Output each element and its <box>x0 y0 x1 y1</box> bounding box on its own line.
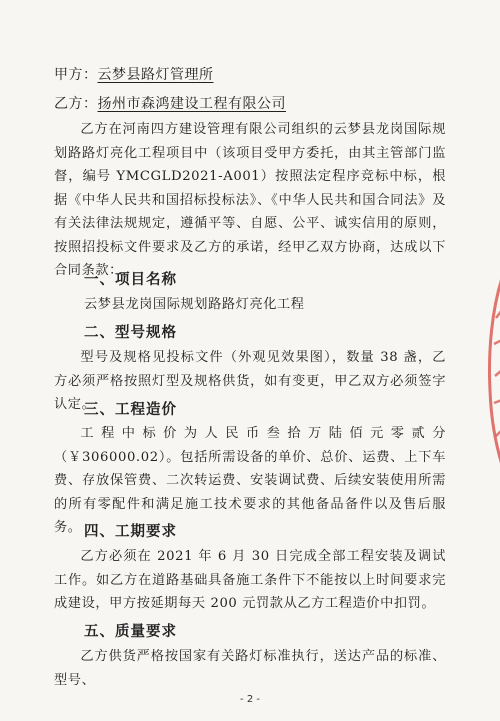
section-3-text: 工程中标价为人民币叁拾万陆佰元零贰分（￥306000.02）。包括所需设备的单价、总价、运费、上下车费、存放保管费、二次转运费、安装调试费、后续安装使用所需的所有零配件和满足施工技术要求的其他备品备件以及售后服务。 <box>54 426 446 535</box>
intro-paragraph: 乙方在河南四方建设管理有限公司组织的云梦县龙岗国际规划路路灯亮化工程项目中（该项目受甲方委托，由其主管部门监督，编号 YMCGLD2021-A001）按照法定程序竞标中标，根据《中华人民共和国招标投标法》、《中华人民共和国合同法》及有关法律法规规定，遵循平等、自愿、公平、诚实信用的原则，按照招投标文件要求及乙方的承诺，经甲乙双方协商，达成以下合同条款： <box>54 122 446 278</box>
section-1-heading: 一、项目名称 <box>84 272 177 288</box>
section-2-text: 型号及规格见投标文件（外观见效果图），数量 38 盏，乙方必须严格按照灯型及规格供货，如有变更，甲乙双方必须签字认定。 <box>54 350 446 412</box>
party-b-value: 扬州市森鸿建设工程有限公司 <box>97 96 286 112</box>
section-5-text: 乙方供货严格按国家有关路灯标准执行，送达产品的标准、型号、 <box>54 649 446 688</box>
seal-stamp-edge <box>482 270 500 470</box>
section-5-heading: 五、质量要求 <box>84 624 177 640</box>
section-1-text: 云梦县龙岗国际规划路路灯亮化工程 <box>84 297 305 312</box>
party-a <box>54 64 214 84</box>
section-4-heading: 四、工期要求 <box>84 524 177 540</box>
party-a-label: 甲方： <box>54 67 98 83</box>
section-4-text: 乙方必须在 2021 年 6 月 30 日完成全部工程安装及调试工作。如乙方在道路基础具备施工条件下不能按以上时间要求完成建设，甲方按延期每天 200 元罚款从乙方工程造价中扣罚。 <box>54 549 446 611</box>
section-2-heading: 二、型号规格 <box>84 325 177 341</box>
party-a-value: 云梦县路灯管理所 <box>97 67 214 83</box>
section-3-heading: 三、工程造价 <box>84 402 177 418</box>
page-number: - 2 - <box>240 694 260 705</box>
party-b <box>54 93 286 113</box>
party-b-label: 乙方： <box>54 96 98 112</box>
